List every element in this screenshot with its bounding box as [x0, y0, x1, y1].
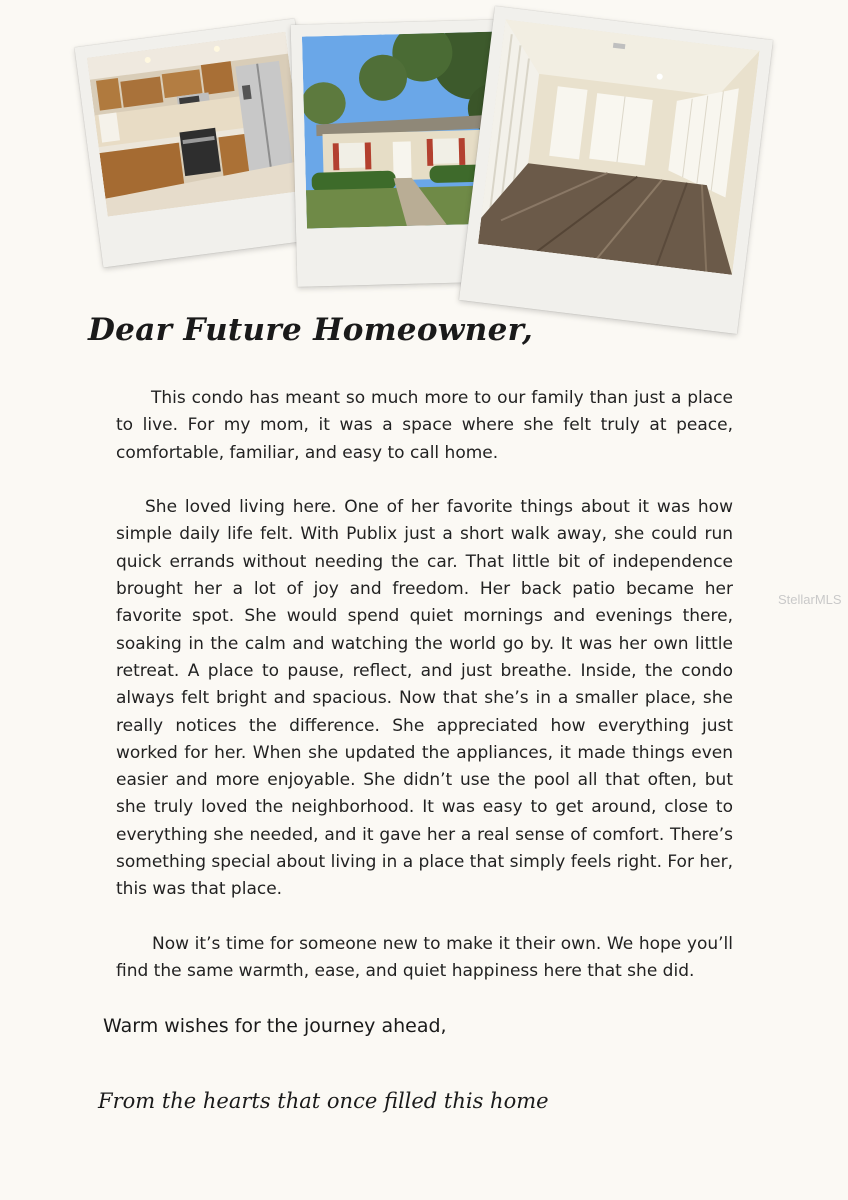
mls-watermark: StellarMLS [778, 592, 842, 607]
letter-body [116, 385, 733, 1013]
letter-closing: Warm wishes for the journey ahead, [103, 1015, 447, 1037]
greeting-heading: Dear Future Homeowner, [88, 312, 534, 348]
polaroid-kitchen [74, 18, 323, 267]
polaroid-living-room [459, 6, 773, 334]
living-room-photo [478, 19, 760, 275]
kitchen-photo [87, 32, 306, 217]
letter-paragraph-2: She loved living here. One of her favorite things about it was how simple daily life felt. With Publix just a short walk away, she could run quick errands without needing the car. That little bit of independence brought her a lot of joy and freedom. Her back patio became her favorite spot. She would spend quiet mornings and evenings there, soaking in the calm and watching the world go by. It was her own little retreat. A place to pause, reflect, and just breathe. Inside, the condo always felt bright and spacious. Now that she’s in a smaller place, she really notices the difference. She appreciated how everything just worked for her. When she updated the appliances, it made things even easier and more enjoyable. She didn’t use the pool all that often, but she truly loved the neighborhood. It was easy to get around, close to everything she needed, and it gave her a real sense of comfort. There’s something special about living in a place that simply feels right. For her, this was that place. [116, 497, 733, 900]
letter-signature: From the hearts that once filled this home [98, 1089, 549, 1113]
letter-paragraph-1: This condo has meant so much more to our family than just a place to live. For my mom, it was a space where she felt truly at peace, comfortable, familiar, and easy to call home. [116, 388, 733, 463]
letter-paragraph-3: Now it’s time for someone new to make it their own. We hope you’ll find the same warmth, ease, and quiet happiness here that she did. [116, 933, 733, 982]
